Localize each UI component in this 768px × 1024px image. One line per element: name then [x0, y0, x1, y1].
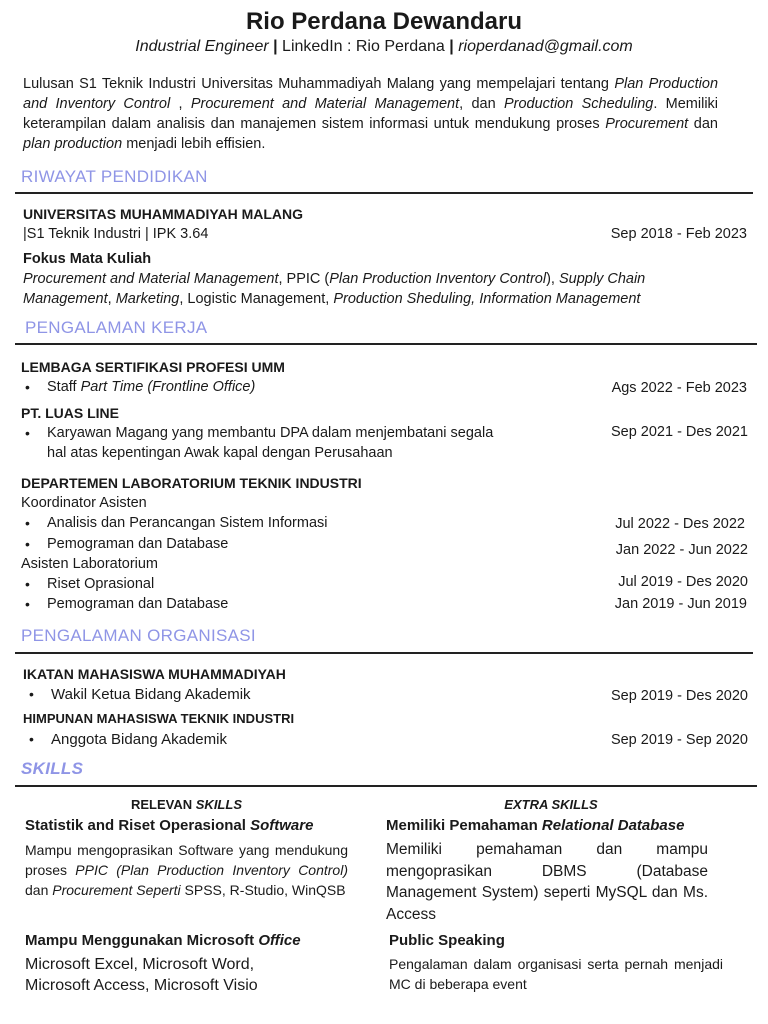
education-school: UNIVERSITAS MUHAMMADIYAH MALANG [23, 206, 303, 222]
work-dates-lsp: Ags 2022 - Feb 2023 [611, 380, 747, 396]
work-lab-item: • Pemograman dan Database [47, 596, 228, 612]
work-lab-dates: Jul 2022 - Des 2022 [615, 516, 745, 532]
org-name-hmti: HIMPUNAN MAHASISWA TEKNIK INDUSTRI [23, 711, 295, 726]
skill-title-text: Software [250, 817, 314, 834]
skill-desc-text: dan [25, 882, 53, 898]
summary-emphasis: plan production [23, 136, 123, 152]
linkedin-text: LinkedIn : Rio Perdana [282, 38, 445, 55]
skill-ps-title: Public Speaking [389, 932, 505, 949]
section-divider [15, 192, 753, 194]
summary-text: . Memiliki keterampilan dalam analisis dan manajemen sistem informasi untuk mendukung proses [23, 96, 719, 132]
focus-course: Management [23, 291, 108, 307]
resume-name: Rio Perdana Dewandaru [245, 8, 523, 35]
work-lab-item: • Analisis dan Perancangan Sistem Informasi [47, 515, 327, 531]
summary-paragraph [23, 74, 718, 154]
focus-course: ), [546, 271, 559, 287]
skills-relevant-heading [25, 797, 348, 812]
focus-course: , PPIC ( [278, 271, 330, 287]
education-dates: Sep 2018 - Feb 2023 [610, 226, 747, 242]
skill-db-title [386, 817, 684, 834]
skill-office-title [25, 932, 301, 949]
focus-course: , Logistic Management, [179, 291, 334, 307]
skill-stat-desc [25, 840, 348, 900]
work-org-lab: DEPARTEMEN LABORATORIUM TEKNIK INDUSTRI [21, 475, 362, 491]
section-divider [15, 343, 757, 345]
skill-db-desc: Memiliki pemahaman dan mampu mengoprasikan DBMS (Database Management System) seperti MySQL dan Ms. Access [386, 841, 708, 923]
work-dates-luas: Sep 2021 - Des 2021 [610, 424, 748, 440]
section-title-organization: PENGALAMAN ORGANISASI [21, 626, 256, 645]
org-role-imm: • Wakil Ketua Bidang Akademik [51, 686, 251, 703]
skill-title-text: Relational Database [541, 817, 685, 834]
focus-course: Procurement and Material Management [23, 271, 279, 287]
summary-text: dan [688, 116, 718, 132]
work-org-luas: PT. LUAS LINE [21, 405, 120, 421]
work-lab-dates: Jan 2022 - Jun 2022 [615, 542, 748, 558]
work-role-lsp [47, 379, 255, 395]
skill-stat-title [25, 817, 313, 834]
org-dates-hmti: Sep 2019 - Sep 2020 [610, 732, 748, 748]
focus-course: Production Sheduling, Information Management [333, 291, 641, 307]
work-role-luas-cont: hal atas kepentingan Awak kapal dengan Perusahaan [47, 445, 393, 461]
skills-extra-heading: EXTRA SKILLS [504, 797, 598, 812]
summary-text: , [170, 96, 191, 112]
skill-desc-text: Mampu mengoprasikan Software yang mendukung proses [25, 842, 348, 878]
education-degree: |S1 Teknik Industri | IPK 3.64 [23, 226, 209, 242]
role-text: Part Time (Frontline Office) [80, 379, 256, 395]
section-title-work: PENGALAMAN KERJA [25, 318, 208, 337]
section-title-skills: SKILLS [21, 759, 84, 778]
skill-title-text: Mampu Menggunakan Microsoft [25, 932, 259, 949]
focus-course: , [107, 291, 116, 307]
skill-office-line-2: Microsoft Access, Microsoft Visio [25, 977, 258, 994]
skill-office-line-1: Microsoft Excel, Microsoft Word, [25, 956, 255, 973]
focus-course: Marketing [115, 291, 180, 307]
summary-emphasis: Plan Production and Inventory Control [23, 76, 719, 112]
skill-ps-desc: Pengalaman dalam organisasi serta pernah menjadi MC di beberapa event [389, 956, 723, 992]
skill-title-text: Office [258, 932, 301, 949]
skill-desc-text: PPIC (Plan Production Inventory Control) [75, 862, 348, 878]
role-text: Staff [47, 379, 81, 395]
org-role-hmti: • Anggota Bidang Akademik [51, 731, 227, 748]
contact-line: Industrial Engineer | LinkedIn : Rio Perdana | rioperdanad@gmail.com [135, 38, 633, 55]
section-divider [15, 785, 757, 787]
summary-text: , dan [459, 96, 496, 112]
work-role-luas: • Karyawan Magang yang membantu DPA dalam menjembatani segala [47, 425, 493, 441]
org-dates-imm: Sep 2019 - Des 2020 [610, 688, 748, 704]
skill-title-text: Statistik and Riset Operasional [25, 817, 251, 834]
work-lab-item: • Pemograman dan Database [47, 536, 228, 552]
work-lab-item: • Riset Oprasional [47, 576, 154, 592]
email-text: rioperdanad@gmail.com [458, 38, 633, 55]
summary-text: Lulusan S1 Teknik Industri Universitas Muhammadiyah Malang yang mempelajari tentang [23, 76, 610, 92]
work-lab-dates: Jul 2019 - Des 2020 [618, 574, 748, 590]
job-title: Industrial Engineer [135, 38, 269, 55]
focus-title: Fokus Mata Kuliah [23, 251, 152, 267]
section-divider [15, 652, 753, 654]
summary-emphasis: Procurement and Material Management [190, 96, 460, 112]
heading-text: SKILLS [195, 797, 242, 812]
focus-line-1 [23, 271, 645, 287]
skill-desc-text: Procurement Seperti [52, 882, 181, 898]
org-name-imm: IKATAN MAHASISWA MUHAMMADIYAH [23, 666, 286, 682]
work-lab-coord: Koordinator Asisten [21, 495, 147, 511]
skill-desc-text: SPSS, R-Studio, WinQSB [180, 882, 346, 898]
work-lab-assist: Asisten Laboratorium [21, 556, 159, 572]
focus-course: Plan Production Inventory Control [329, 271, 547, 287]
work-org-lsp: LEMBAGA SERTIFIKASI PROFESI UMM [21, 359, 285, 375]
summary-text: menjadi lebih effisien. [126, 136, 266, 152]
work-lab-dates: Jan 2019 - Jun 2019 [614, 596, 747, 612]
skill-title-text: Memiliki Pemahaman [386, 817, 542, 834]
heading-text: RELEVAN [131, 797, 196, 812]
summary-emphasis: Production Scheduling [503, 96, 654, 112]
section-title-education: RIWAYAT PENDIDIKAN [21, 167, 208, 186]
focus-course: Supply Chain [558, 271, 646, 287]
focus-line-2 [23, 291, 640, 307]
summary-emphasis: Procurement [605, 116, 689, 132]
